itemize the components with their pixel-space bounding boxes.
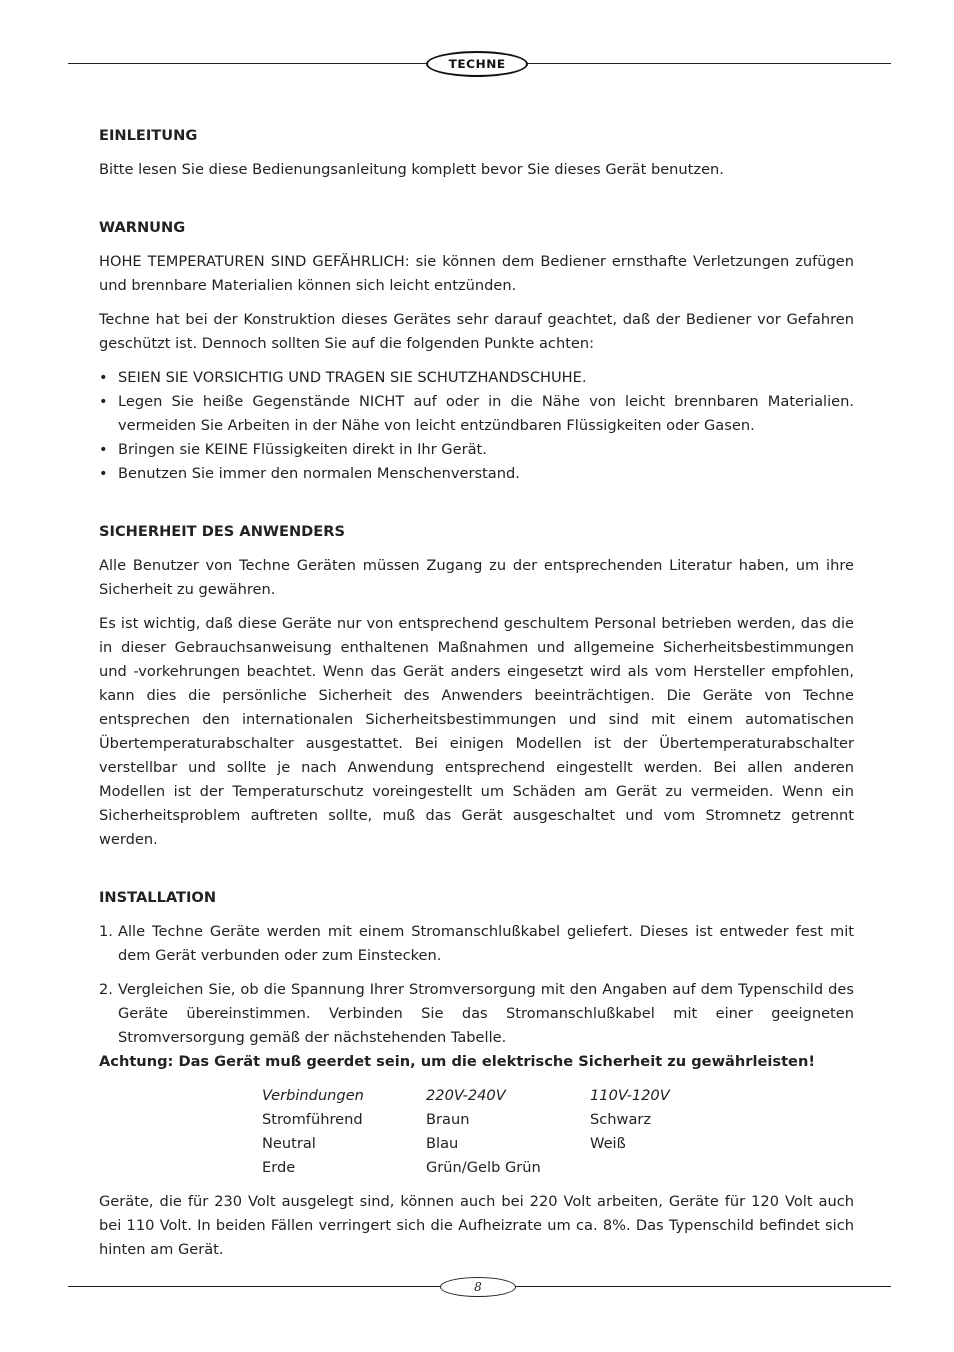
grounding-warning: Achtung: Das Gerät muß geerdet sein, um die elektrische Sicherheit zu gewährleisten!	[99, 1053, 815, 1070]
table-row	[262, 1156, 754, 1180]
table-header-cell: 110V-120V	[590, 1087, 670, 1104]
step-text: Vergleichen Sie, ob die Spannung Ihrer Stromversorgung mit den Angaben auf dem Typenschild des Geräte übereinstimmen. Verbinden Sie das Stromanschlußkabel mit einer geeigneten Stromversorgung gemäß der nächstehenden Tabelle.	[118, 981, 854, 1046]
list-item	[99, 978, 854, 1050]
list-item: • Legen Sie heiße Gegenstände NICHT auf oder in die Nähe von leicht brennbaren Materialien. vermeiden Sie Arbeiten in der Nähe von leicht entzündbaren Flüssigkeiten oder Gasen.	[99, 390, 854, 438]
table-header-cell: 220V-240V	[426, 1087, 506, 1104]
section-title-einleitung: EINLEITUNG	[99, 127, 198, 144]
table-header-row	[262, 1084, 754, 1108]
table-cell: Weiß	[590, 1135, 626, 1152]
table-cell: Braun	[426, 1111, 470, 1128]
step-text: Alle Techne Geräte werden mit einem Stromanschlußkabel geliefert. Dieses ist entweder fest mit dem Gerät verbunden oder zum Einstecken.	[118, 923, 854, 964]
table-header-cell: Verbindungen	[262, 1087, 364, 1104]
table-row	[262, 1132, 754, 1156]
installation-closing-text: Geräte, die für 230 Volt ausgelegt sind, können auch bei 220 Volt arbeiten, Geräte für 120 Volt auch bei 110 Volt. In beiden Fällen verringert sich die Aufheizrate um ca. 8%. Das Typenschild befindet sich hinten am Gerät.	[99, 1193, 854, 1258]
section-title-installation: INSTALLATION	[99, 889, 217, 906]
list-item: • SEIEN SIE VORSICHTIG UND TRAGEN SIE SCHUTZHANDSCHUHE.	[99, 366, 854, 390]
list-item: • Bringen sie KEINE Flüssigkeiten direkt in Ihr Gerät.	[99, 438, 854, 462]
einleitung-text: Bitte lesen Sie diese Bedienungsanleitung komplett bevor Sie dieses Gerät benutzen.	[99, 161, 724, 178]
table-cell: Blau	[426, 1135, 459, 1152]
step-number: 2.	[99, 981, 113, 998]
warnung-bullet-list	[99, 366, 854, 486]
step-number: 1.	[99, 923, 113, 940]
list-item	[99, 920, 854, 968]
sicherheit-paragraph-1: Alle Benutzer von Techne Geräten müssen Zugang zu der entsprechenden Literatur haben, um ihre Sicherheit zu gewähren.	[99, 557, 854, 598]
warnung-paragraph-2: Techne hat bei der Konstruktion dieses Gerätes sehr darauf geachtet, daß der Bediener vor Gefahren geschützt ist. Dennoch sollten Sie auf die folgenden Punkte achten:	[99, 311, 854, 352]
page-number: 8	[440, 1277, 516, 1297]
list-item: • Benutzen Sie immer den normalen Menschenverstand.	[99, 462, 854, 486]
techne-logo	[426, 51, 528, 77]
table-cell: Erde	[262, 1159, 296, 1176]
table-row	[262, 1108, 754, 1132]
page-content	[99, 124, 854, 1262]
warnung-paragraph-1: HOHE TEMPERATUREN SIND GEFÄHRLICH: sie können dem Bediener ernsthafte Verletzungen zufügen und brennbare Materialien können sich leicht entzünden.	[99, 253, 854, 294]
sicherheit-paragraph-2: Es ist wichtig, daß diese Geräte nur von entsprechend geschultem Personal betrieben werden, das die in dieser Gebrauchsanweisung enthaltenen Maßnahmen und allgemeine Sicherheitsbestimmungen und -vorkehrungen beachtet. Wenn das Gerät anders eingesetzt wird als vom Hersteller empfohlen, kann dies die persönliche Sicherheit des Anwenders beeinträchtigen. Die Geräte von Techne entsprechen den internationalen Sicherheitsbestimmungen und sind mit einem automatischen Übertemperaturabschalter ausgestattet. Bei einigen Modellen ist der Übertemperaturabschalter verstellbar und sollte je nach Anwendung entsprechend eingestellt werden. Bei allen anderen Modellen ist der Temperaturschutz voreingestellt um Schäden am Gerät zu vermeiden. Wenn ein Sicherheitsproblem auftreten sollte, muß das Gerät ausgeschaltet und vom Stromnetz getrennt werden.	[99, 615, 854, 848]
table-cell: Grün/Gelb Grün	[426, 1159, 541, 1176]
section-title-sicherheit: SICHERHEIT DES ANWENDERS	[99, 523, 346, 540]
installation-steps	[99, 920, 854, 1050]
wiring-table	[262, 1084, 754, 1180]
table-cell: Stromführend	[262, 1111, 363, 1128]
table-cell: Neutral	[262, 1135, 316, 1152]
section-title-warnung: WARNUNG	[99, 219, 186, 236]
table-cell	[590, 1156, 754, 1180]
logo-text: TECHNE	[448, 57, 506, 71]
table-cell: Schwarz	[590, 1111, 652, 1128]
